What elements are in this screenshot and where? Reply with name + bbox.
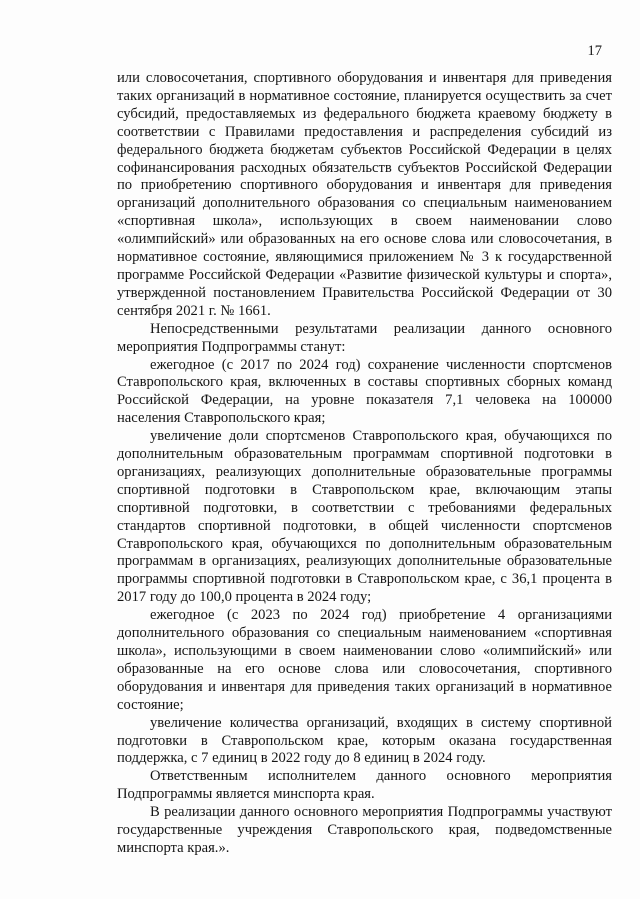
paragraph-result-athletes-number: ежегодное (с 2017 по 2024 год) сохранение численности спортсменов Ставропольского края, включенных в составы спортивных сборных команд Российской Федерации, на уровне показателя 7,1 человека на 100000 населения Ставропольского края; [117, 356, 612, 427]
paragraph-result-organizations-count: увеличение количества организаций, входящих в систему спортивной подготовки в Ставропольском крае, которым оказана государственная поддержка, с 7 единиц в 2022 году до 8 единиц в 2024 году. [117, 714, 612, 767]
paragraph-responsible-executor: Ответственным исполнителем данного основного мероприятия Подпрограммы является минспорта края. [117, 768, 612, 803]
paragraph-subsidies: или словосочетания, спортивного оборудования и инвентаря для приведения таких организаций в нормативное состояние, планируется осуществить за счет субсидий, предоставляемых из федерального бюджета краевому бюджету в соответствии с Правилами предоставления и распределения субсидий из федерального бюджета бюджетам субъектов Российской Федерации в целях софинансирования расходных обязательств субъектов Российской Федерации по приобретению спортивного оборудования и инвентаря для приведения организаций дополнительного образования со специальным наименованием «спортивная школа», использующих в своем наименовании слово «олимпийский» или образованных на его основе слова или словосочетания, в нормативное состояние, являющимися приложением № 3 к государственной программе Российской Федерации «Развитие физической культуры и спорта», утвержденной постановлением Правительства Российской Федерации от 30 сентября 2021 г. № 1661. [117, 70, 612, 319]
page-number: 17 [587, 43, 602, 59]
paragraph-direct-results-intro: Непосредственными результатами реализации данного основного мероприятия Подпрограммы станут: [117, 320, 612, 355]
document-body [117, 70, 612, 858]
paragraph-participants: В реализации данного основного мероприятия Подпрограммы участвуют государственные учреждения Ставропольского края, подведомственные минспорта края.». [117, 804, 612, 856]
paragraph-result-athletes-share: увеличение доли спортсменов Ставропольского края, обучающихся по дополнительным образовательным программам спортивной подготовки в организациях, реализующих дополнительные образовательные программы спортивной подготовки в Ставропольском крае, включающим этапы спортивной подготовки, в соответствии с требованиями федеральных стандартов спортивной подготовки, в общей численности спортсменов Ставропольского края, обучающихся по дополнительным образовательным программам в организациях, реализующих дополнительные образовательные программы спортивной подготовки в Ставропольском крае, с 36,1 процента в 2017 году до 100,0 процента в 2024 году; [117, 428, 612, 606]
paragraph-result-equipment-purchase: ежегодное (с 2023 по 2024 год) приобретение 4 организациями дополнительного образования со специальным наименованием «спортивная школа», использующими в своем наименовании слово «олимпийский» или образованные на его основе слова или словосочетания, спортивного оборудования и инвентаря для приведения таких организаций в нормативное состояние; [117, 607, 612, 713]
